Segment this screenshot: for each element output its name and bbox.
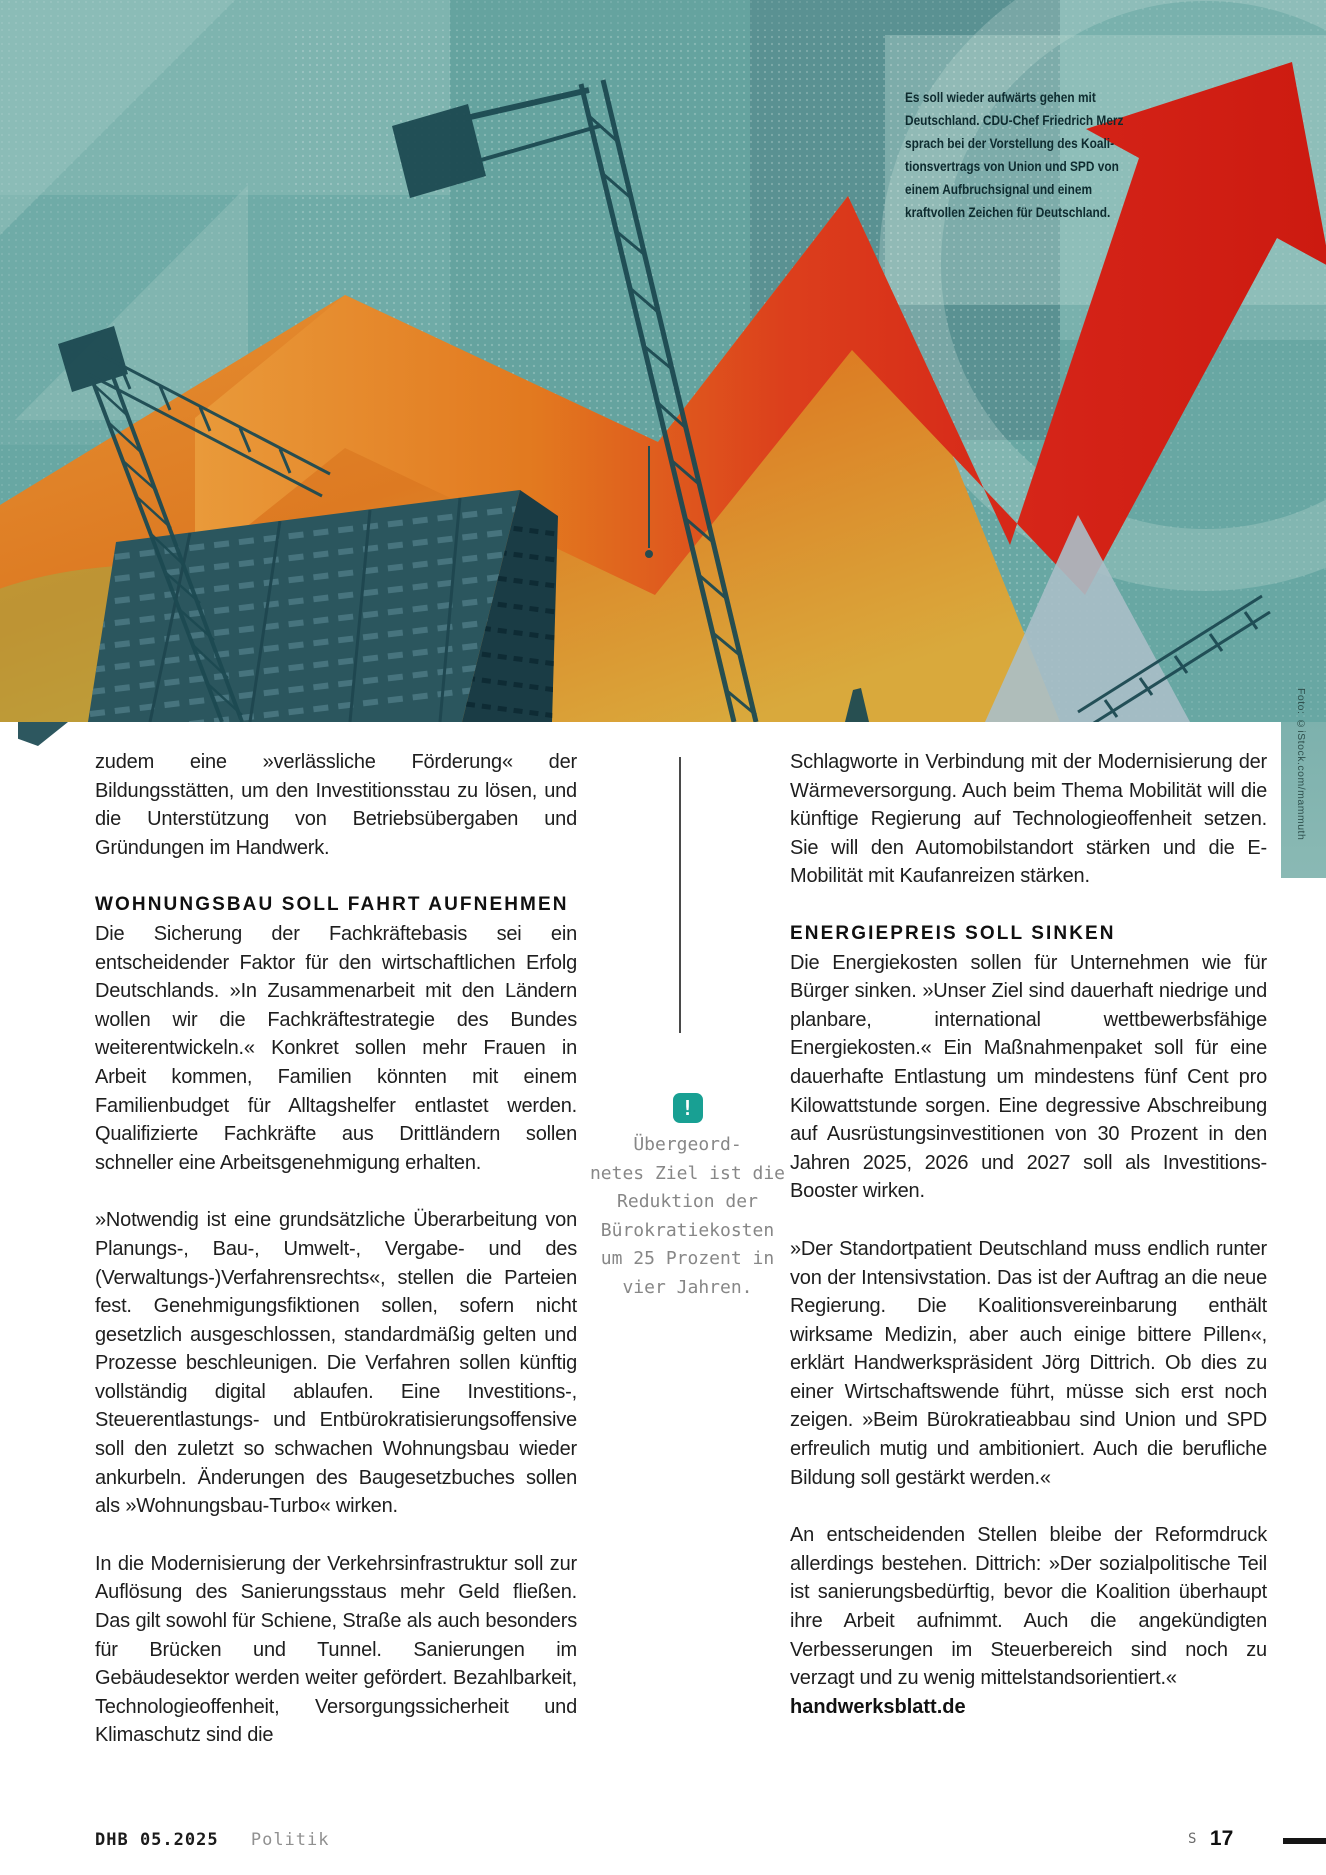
page-label: S — [1188, 1831, 1198, 1847]
pullquote-line: um 25 Prozent in — [600, 1248, 775, 1269]
caption-line: tionsvertrags von Union und SPD von — [905, 159, 1119, 174]
article-column-right — [790, 748, 1267, 1721]
caption-line: Deutschland. CDU-Chef Friedrich Merz — [905, 113, 1124, 128]
caption-line: einem Aufbruchsignal und einem — [905, 182, 1093, 197]
body-paragraph: Schlagworte in Verbindung mit der Modernisierung der Wärmeversorgung. Auch beim Thema Mobilität will die künftige Regierung auf Technologieoffenheit setzen. Sie will den Automobilstandort stärken und die E-Mobilität mit Kaufanreizen stärken. — [790, 751, 1267, 888]
body-paragraph: zudem eine »verlässliche Förderung« der Bildungsstätten, um den Investitionsstau zu lösen, und die Unterstützung von Betriebsübergaben und Gründungen im Handwerk. — [95, 751, 577, 859]
body-paragraph: An entscheidenden Stellen bleibe der Reformdruck allerdings bestehen. Dittrich: »Der sozialpolitische Teil ist sanierungsbedürftig, bevor die Koalition überhaupt ihre Arbeit aufnimmt. Auch die angekündigten Verbesserungen im Steuerbereich sind noch zu verzagt und zu wenig mittelstandsorientiert.« — [790, 1524, 1267, 1690]
article-column-left — [95, 748, 577, 1750]
caption-line: Es soll wieder aufwärts gehen mit — [905, 90, 1096, 105]
pullquote-line: Reduktion der — [617, 1191, 758, 1212]
hero-illustration — [0, 0, 1326, 722]
footer-rule — [1283, 1838, 1326, 1844]
footer-left — [95, 1830, 330, 1850]
footer-right — [1188, 1827, 1233, 1851]
body-paragraph: Die Sicherung der Fachkräftebasis sei ein entscheidender Faktor für den wirtschaftlichen Erfolg Deutschlands. »In Zusammenarbeit mit den Ländern wollen wir die Fachkräftestrategie des Bundes weiterentwickeln.« Konkret sollen mehr Frauen in Arbeit kommen, Familien könnten mit einem Familienbudget für Alltagshelfer entlastet werden. Qualifizierte Fachkräfte aus Drittländern sollen schneller eine Arbeitsgenehmigung erhalten. — [95, 922, 577, 1174]
subheading-energiepreis: ENERGIEPREIS SOLL SINKEN — [790, 922, 1116, 944]
pullquote-line: netes Ziel ist die — [589, 1162, 786, 1184]
photo-credit: Foto: ©iStock.com/mammuth — [1295, 688, 1307, 841]
illustration-edge-wedge — [18, 722, 68, 746]
caption-line: sprach bei der Vorstellung des Koali- — [905, 136, 1115, 151]
pullquote-line: Bürokratiekosten — [600, 1219, 775, 1241]
column-divider — [679, 757, 681, 1033]
section-label: Politik — [250, 1830, 330, 1850]
page-number: 17 — [1209, 1827, 1234, 1850]
caption-line: kraftvollen Zeichen für Deutschland. — [905, 205, 1111, 220]
pullquote-line: vier Jahren. — [622, 1276, 753, 1298]
magazine-issue: DHB 05.2025 — [95, 1830, 219, 1850]
body-paragraph: Die Energiekosten sollen für Unternehmen wie für Bürger sinken. »Unser Ziel sind dauerhaft niedrige und planbare, international wettbewerbsfähige Energiekosten.« Ein Maßnahmenpaket soll für eine dauerhafte Entlastung um mindestens fünf Cent pro Kilowattstunde sorgen. Eine degressive Abschreibung auf Ausrüstungsinvestitionen von 30 Prozent in den Jahren 2025, 2026 und 2027 soll als Investitions-Booster wirken. — [790, 951, 1267, 1203]
hero-caption — [905, 86, 1143, 224]
pullquote-text — [565, 1131, 810, 1302]
pullquote-line: Übergeord- — [633, 1134, 742, 1155]
exclamation-icon: ! — [673, 1093, 703, 1123]
body-paragraph: »Notwendig ist eine grundsätzliche Überarbeitung von Planungs-, Bau-, Umwelt-, Vergabe- und des (Verwaltungs-)Verfahrensrechts«, stellen die Parteien fest. Genehmigungsfiktionen sollen, sofern nicht gesetzlich ausgeschlossen, standardmäßig gelten und Prozesse beschleunigen. Die Verfahren sollen künftig vollständig digital ablaufen. Eine Investitions-, Steuerentlastungs- und Entbürokratisierungsoffensive soll den zuletzt so schwachen Wohnungsbau wieder ankurbeln. Änderungen des Baugesetzbuches sollen als »Wohnungsbau-Turbo« wirken. — [95, 1209, 577, 1518]
body-paragraph: In die Modernisierung der Verkehrsinfrastruktur soll zur Auflösung des Sanierungsstaus mehr Geld fließen. Das gilt sowohl für Schiene, Straße als auch besonders für Brücken und Tunnel. Sanierungen im Gebäudesektor werden weiter gefördert. Bezahlbarkeit, Technologieoffenheit, Versorgungssicherheit und Klimaschutz sind die — [95, 1552, 577, 1747]
body-paragraph: »Der Standortpatient Deutschland muss endlich runter von der Intensivstation. Das ist der Auftrag an die neue Regierung. Die Koalitionsvereinbarung enthält wirksame Medizin, aber auch einige bittere Pillen«, erklärt Handwerkspräsident Jörg Dittrich. Ob dies zu einer Wirtschaftswende führt, müsse sich erst noch zeigen. »Beim Bürokratieabbau sind Union und SPD erfreulich mutig und ambitioniert. Auch die berufliche Bildung soll gestärkt werden.« — [790, 1237, 1267, 1489]
pullquote — [565, 1093, 810, 1302]
subheading-wohnungsbau: WOHNUNGSBAU SOLL FAHRT AUFNEHMEN — [95, 894, 569, 916]
website-link[interactable]: handwerksblatt.de — [790, 1695, 966, 1718]
